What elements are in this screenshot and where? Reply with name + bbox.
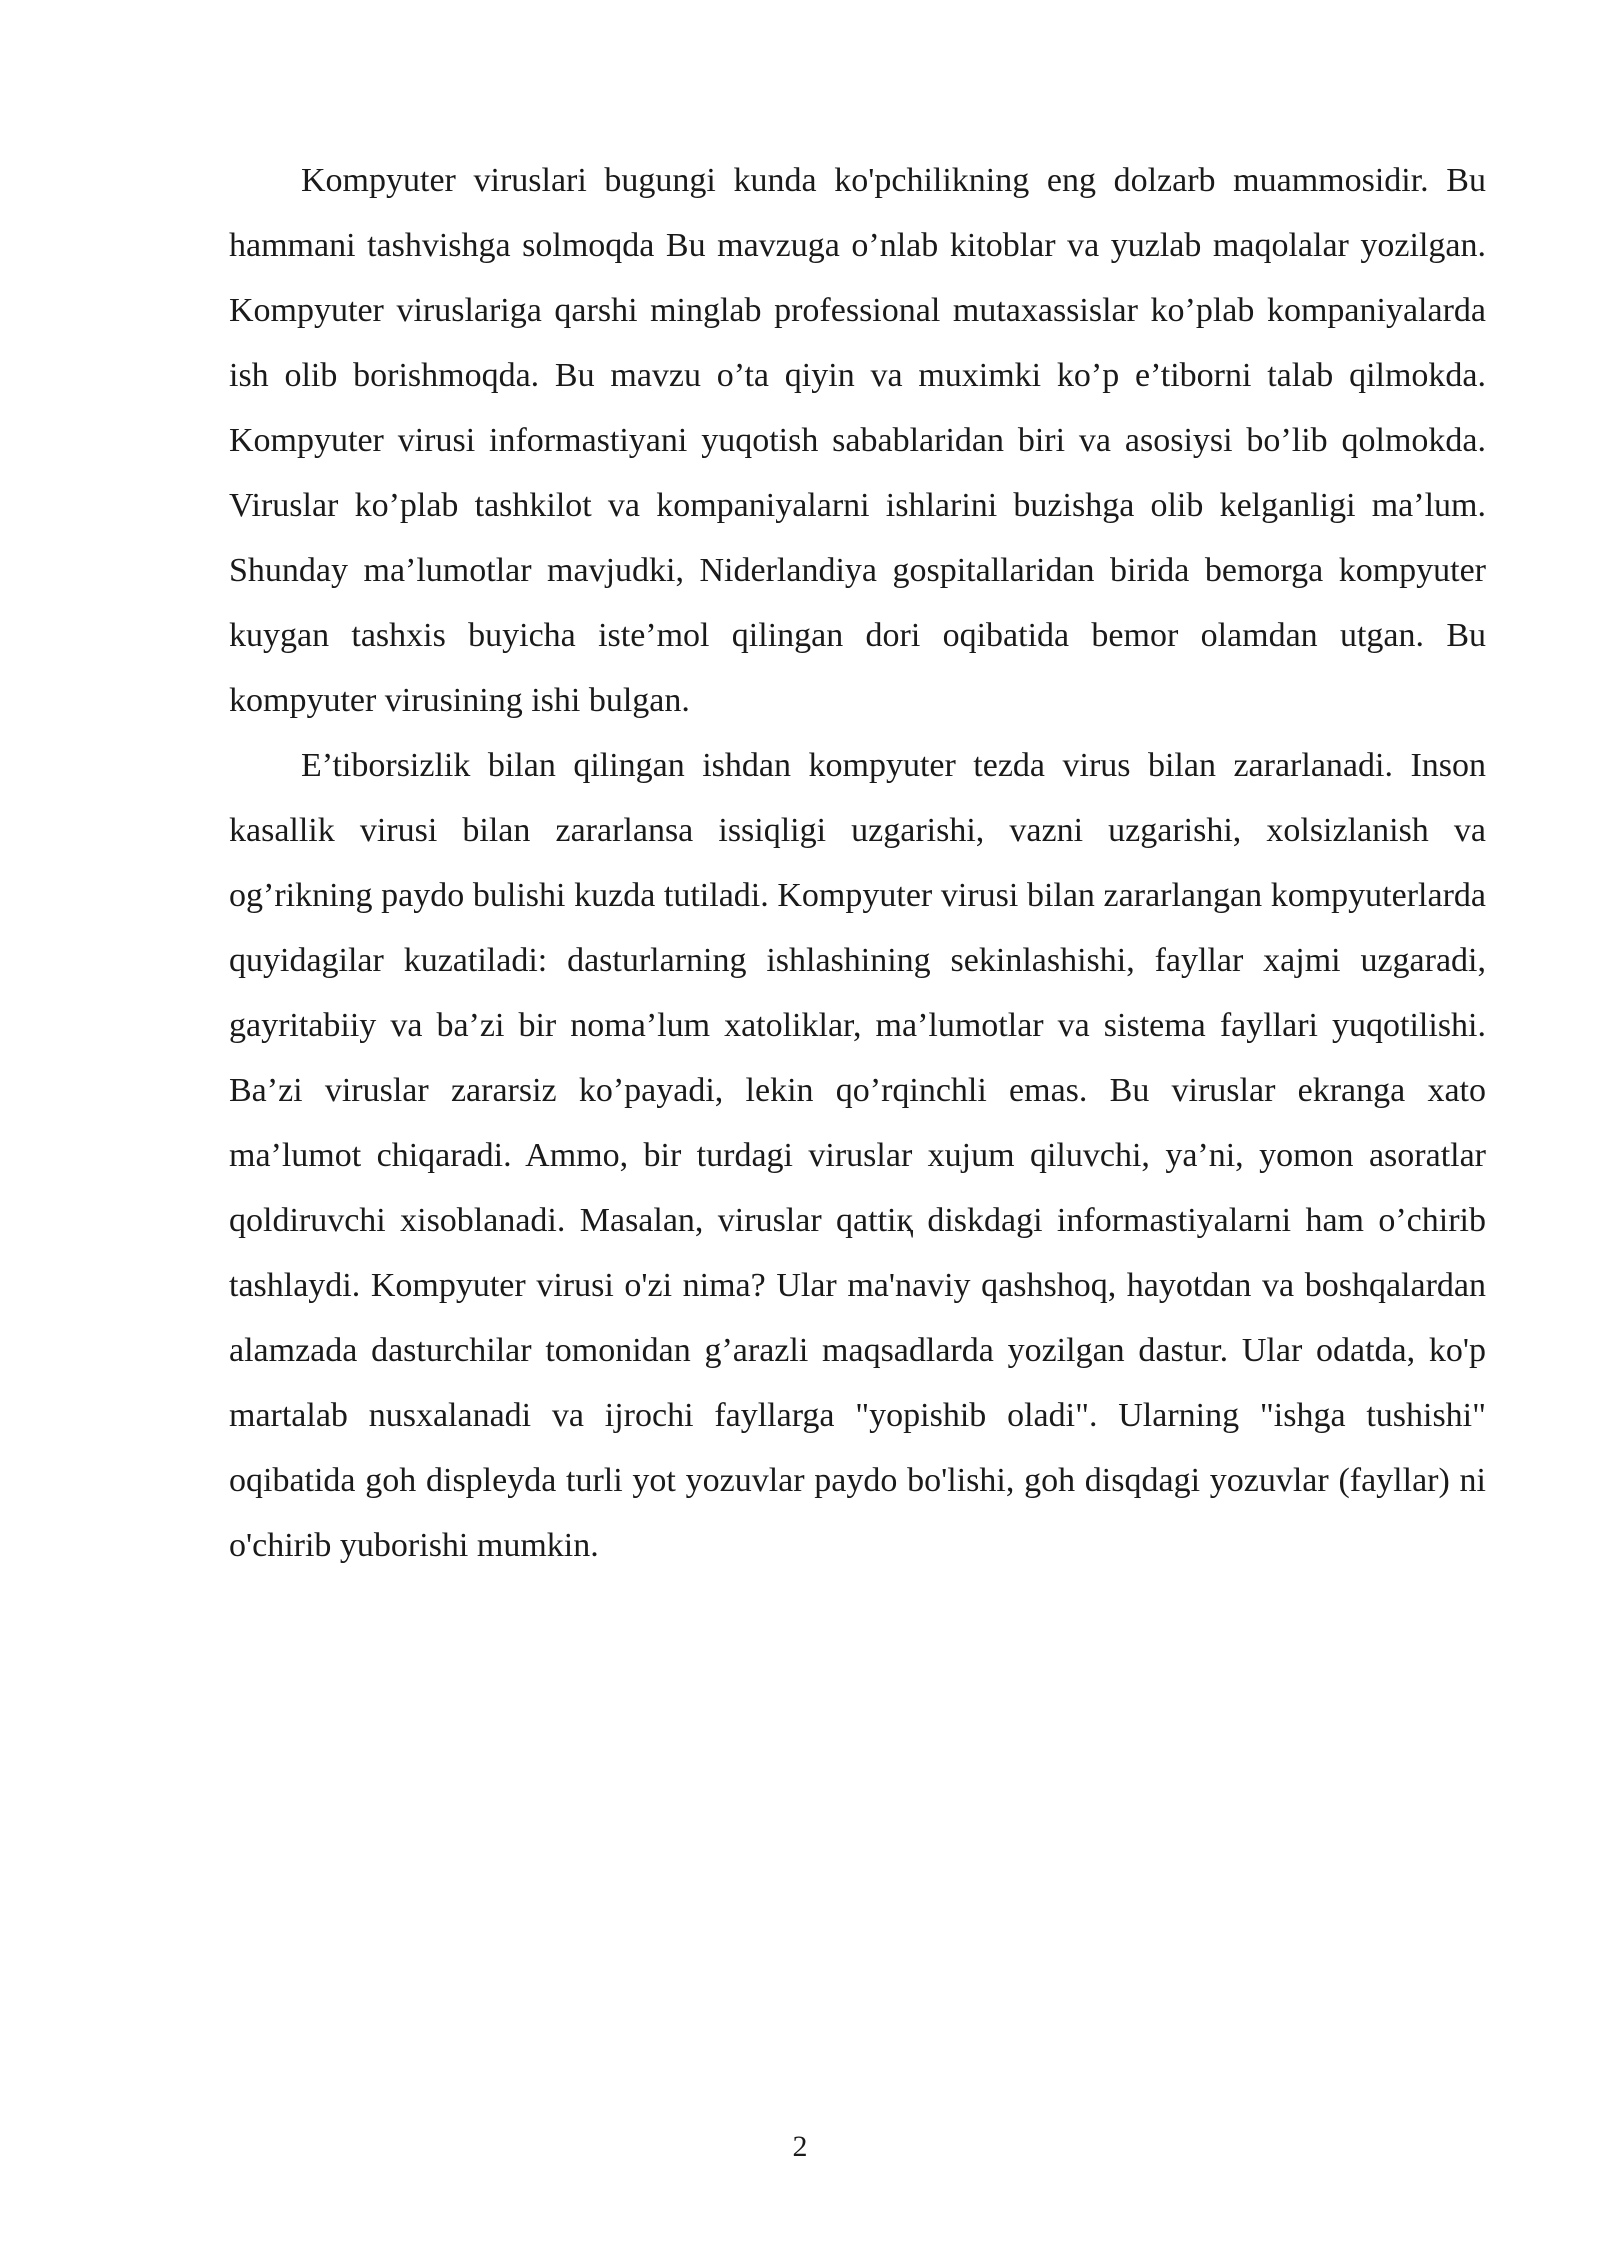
document-body — [229, 148, 1486, 1578]
paragraph-1: Kompyuter viruslari bugungi kunda ko'pchilikning eng dolzarb muammosidir. Bu hammani tashvishga solmoqda Bu mavzuga o’nlab kitoblar va yuzlab maqolalar yozilgan. Kompyuter viruslariga qarshi minglab professional mutaxassislar ko’plab kompaniyalarda ish olib borishmoqda. Bu mavzu o’ta qiyin va muximki ko’p e’tiborni talab qilmokda. Kompyuter virusi informastiyani yuqotish sabablaridan biri va asosiysi bo’lib qolmokda. Viruslar ko’plab tashkilot va kompaniyalarni ishlarini buzishga olib kelganligi ma’lum. Shunday ma’lumotlar mavjudki, Niderlandiya gospitallaridan birida bemorga kompyuter kuygan tashxis buyicha iste’mol qilingan dori oqibatida bemor olamdan utgan. Bu kompyuter virusining ishi bulgan. — [229, 162, 1486, 719]
paragraph-2: E’tiborsizlik bilan qilingan ishdan kompyuter tezda virus bilan zararlanadi. Inson kasallik virusi bilan zararlansa issiqligi uzgarishi, vazni uzgarishi, xolsizlanish va og’rikning paydo bulishi kuzda tutiladi. Kompyuter virusi bilan zararlangan kompyuterlarda quyidagilar kuzatiladi: dasturlarning ishlashining sekinlashishi, fayllar xajmi uzgaradi, gayritabiiy va ba’zi bir noma’lum xatoliklar, ma’lumotlar va sistema fayllari yuqotilishi. Ba’zi viruslar zararsiz ko’payadi, lekin qo’rqinchli emas. Bu viruslar ekranga xato ma’lumot chiqaradi. Ammo, bir turdagi viruslar xujum qiluvchi, ya’ni, yomon asoratlar qoldiruvchi xisoblanadi. Masalan, viruslar qattiқ diskdagi informastiyalarni ham o’chirib tashlaydi. Kompyuter virusi o'zi nima? Ular ma'naviy qashshoq, hayotdan va boshqalardan alamzada dasturchilar tomonidan g’arazli maqsadlarda yozilgan dastur. Ular odatda, ko'p martalab nusxalanadi va ijrochi fayllarga "yopishib oladi". Ularning "ishga tushishi" oqibatida goh displeyda turli yot yozuvlar paydo bo'lishi, goh disqdagi yozuvlar (fayllar) ni o'chirib yuborishi mumkin. — [229, 747, 1486, 1564]
page-number: 2 — [792, 2130, 808, 2163]
